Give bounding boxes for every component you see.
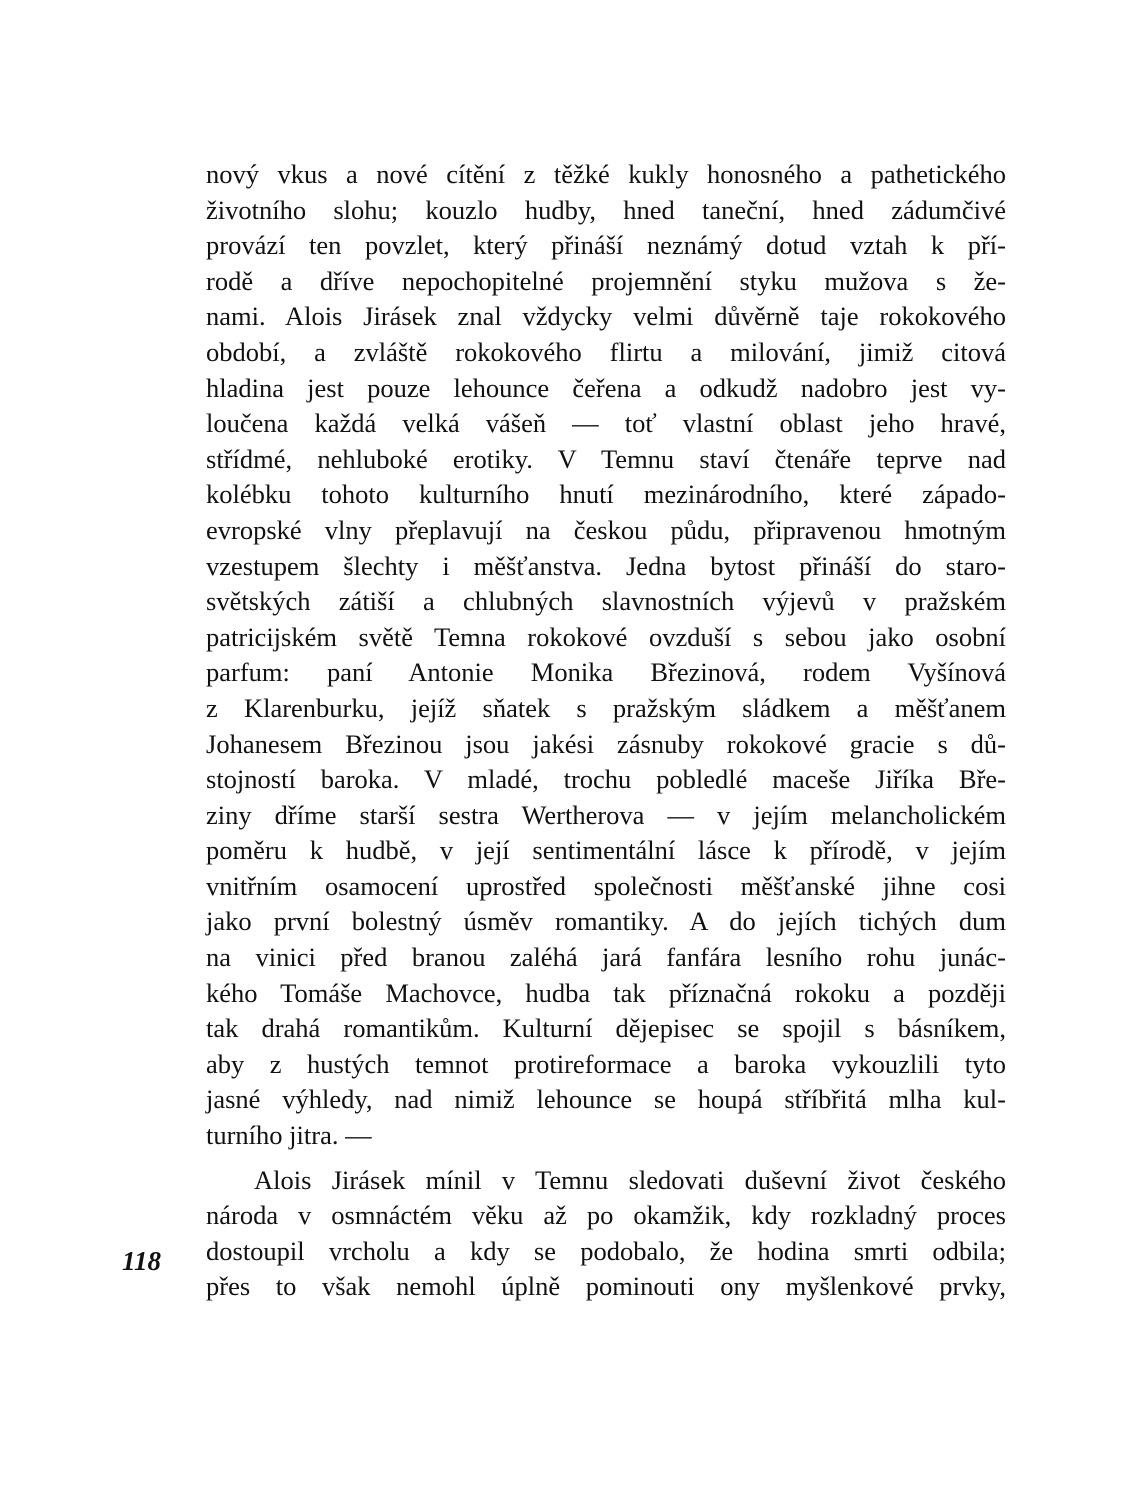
text-line: životního slohu; kouzlo hudby, hned taneční, hned zádumčivé [206,194,1006,225]
text-line: z Klarenburku, jejíž sňatek s pražským sládkem a měšťanem [206,692,1006,723]
text-line: období, a zvláště rokokového flirtu a milování, jimiž citová [206,336,1006,367]
text-line: národa v osmnáctém věku až po okamžik, kdy rozkladný proces [206,1200,1006,1231]
text-line: přes to však nemohl úplně pominouti ony myšlenkové prvky, [206,1271,1006,1302]
text-line: turního jitra. — [206,1120,372,1151]
text-line: stojností baroka. V mladé, trochu pobledlé maceše Jiříka Bře- [206,764,1006,795]
text-line: hladina jest pouze lehounce čeřena a odkudž nadobro jest vy- [206,372,1006,403]
text-line: kolébku tohoto kulturního hnutí mezinárodního, které západo- [206,479,1006,510]
text-line: Johanesem Březinou jsou jakési zásnuby rokokové gracie s dů- [206,728,1006,759]
text-line: střídmé, nehluboké erotiky. V Temnu staví čtenáře teprve nad [206,443,1006,474]
text-line: tak drahá romantikům. Kulturní dějepisec se spojil s básníkem, [206,1013,1006,1044]
paragraph-2 [206,1163,1006,1305]
text-line: nami. Alois Jirásek znal vždycky velmi důvěrně taje rokokového [206,301,1006,332]
text-line: patricijském světě Temna rokokové ovzduší s sebou jako osobní [206,621,1006,652]
text-line: jako první bolestný úsměv romantiky. A do jejích tichých dum [206,906,1006,937]
text-line: provází ten povzlet, který přináší neznámý dotud vztah k pří- [206,230,1006,261]
text-line: světských zátiší a chlubných slavnostních výjevů v pražském [206,586,1006,617]
text-line: ziny dříme starší sestra Wertherova — v jejím melancholickém [206,799,1006,830]
text-line: loučena každá velká vášeň — toť vlastní oblast jeho hravé, [206,408,1006,439]
text-line: vzestupem šlechty i měšťanstva. Jedna bytost přináší do staro- [206,550,1006,581]
body-text [206,157,1006,1305]
text-line: na vinici před branou zaléhá jará fanfára lesního rohu junác- [206,942,1006,973]
text-line: Alois Jirásek mínil v Temnu sledovati duševní život českého [254,1164,1006,1195]
text-line: poměru k hudbě, v její sentimentální lásce k přírodě, v jejím [206,835,1006,866]
text-line: nový vkus a nové cítění z těžké kukly honosného a pathetického [206,159,1006,189]
text-line: kého Tomáše Machovce, hudba tak příznačná rokoku a později [206,977,1006,1008]
text-line: parfum: paní Antonie Monika Březinová, rodem Vyšínová [206,657,1006,688]
text-line: evropské vlny přeplavují na českou půdu, připravenou hmotným [206,514,1006,545]
text-line: jasné výhledy, nad nimiž lehounce se houpá stříbřitá mlha kul- [206,1084,1006,1115]
paragraph-1 [206,157,1006,1154]
paragraph-gap [206,1154,1006,1163]
text-line: aby z hustých temnot protireformace a baroka vykouzlili tyto [206,1048,1006,1079]
text-line: vnitřním osamocení uprostřed společnosti měšťanské jihne cosi [206,870,1006,901]
text-line: rodě a dříve nepochopitelné projemnění styku mužova s že- [206,265,1006,296]
text-line: dostoupil vrcholu a kdy se podobalo, že hodina smrti odbila; [206,1235,1006,1266]
page-number: 118 [122,1246,162,1276]
